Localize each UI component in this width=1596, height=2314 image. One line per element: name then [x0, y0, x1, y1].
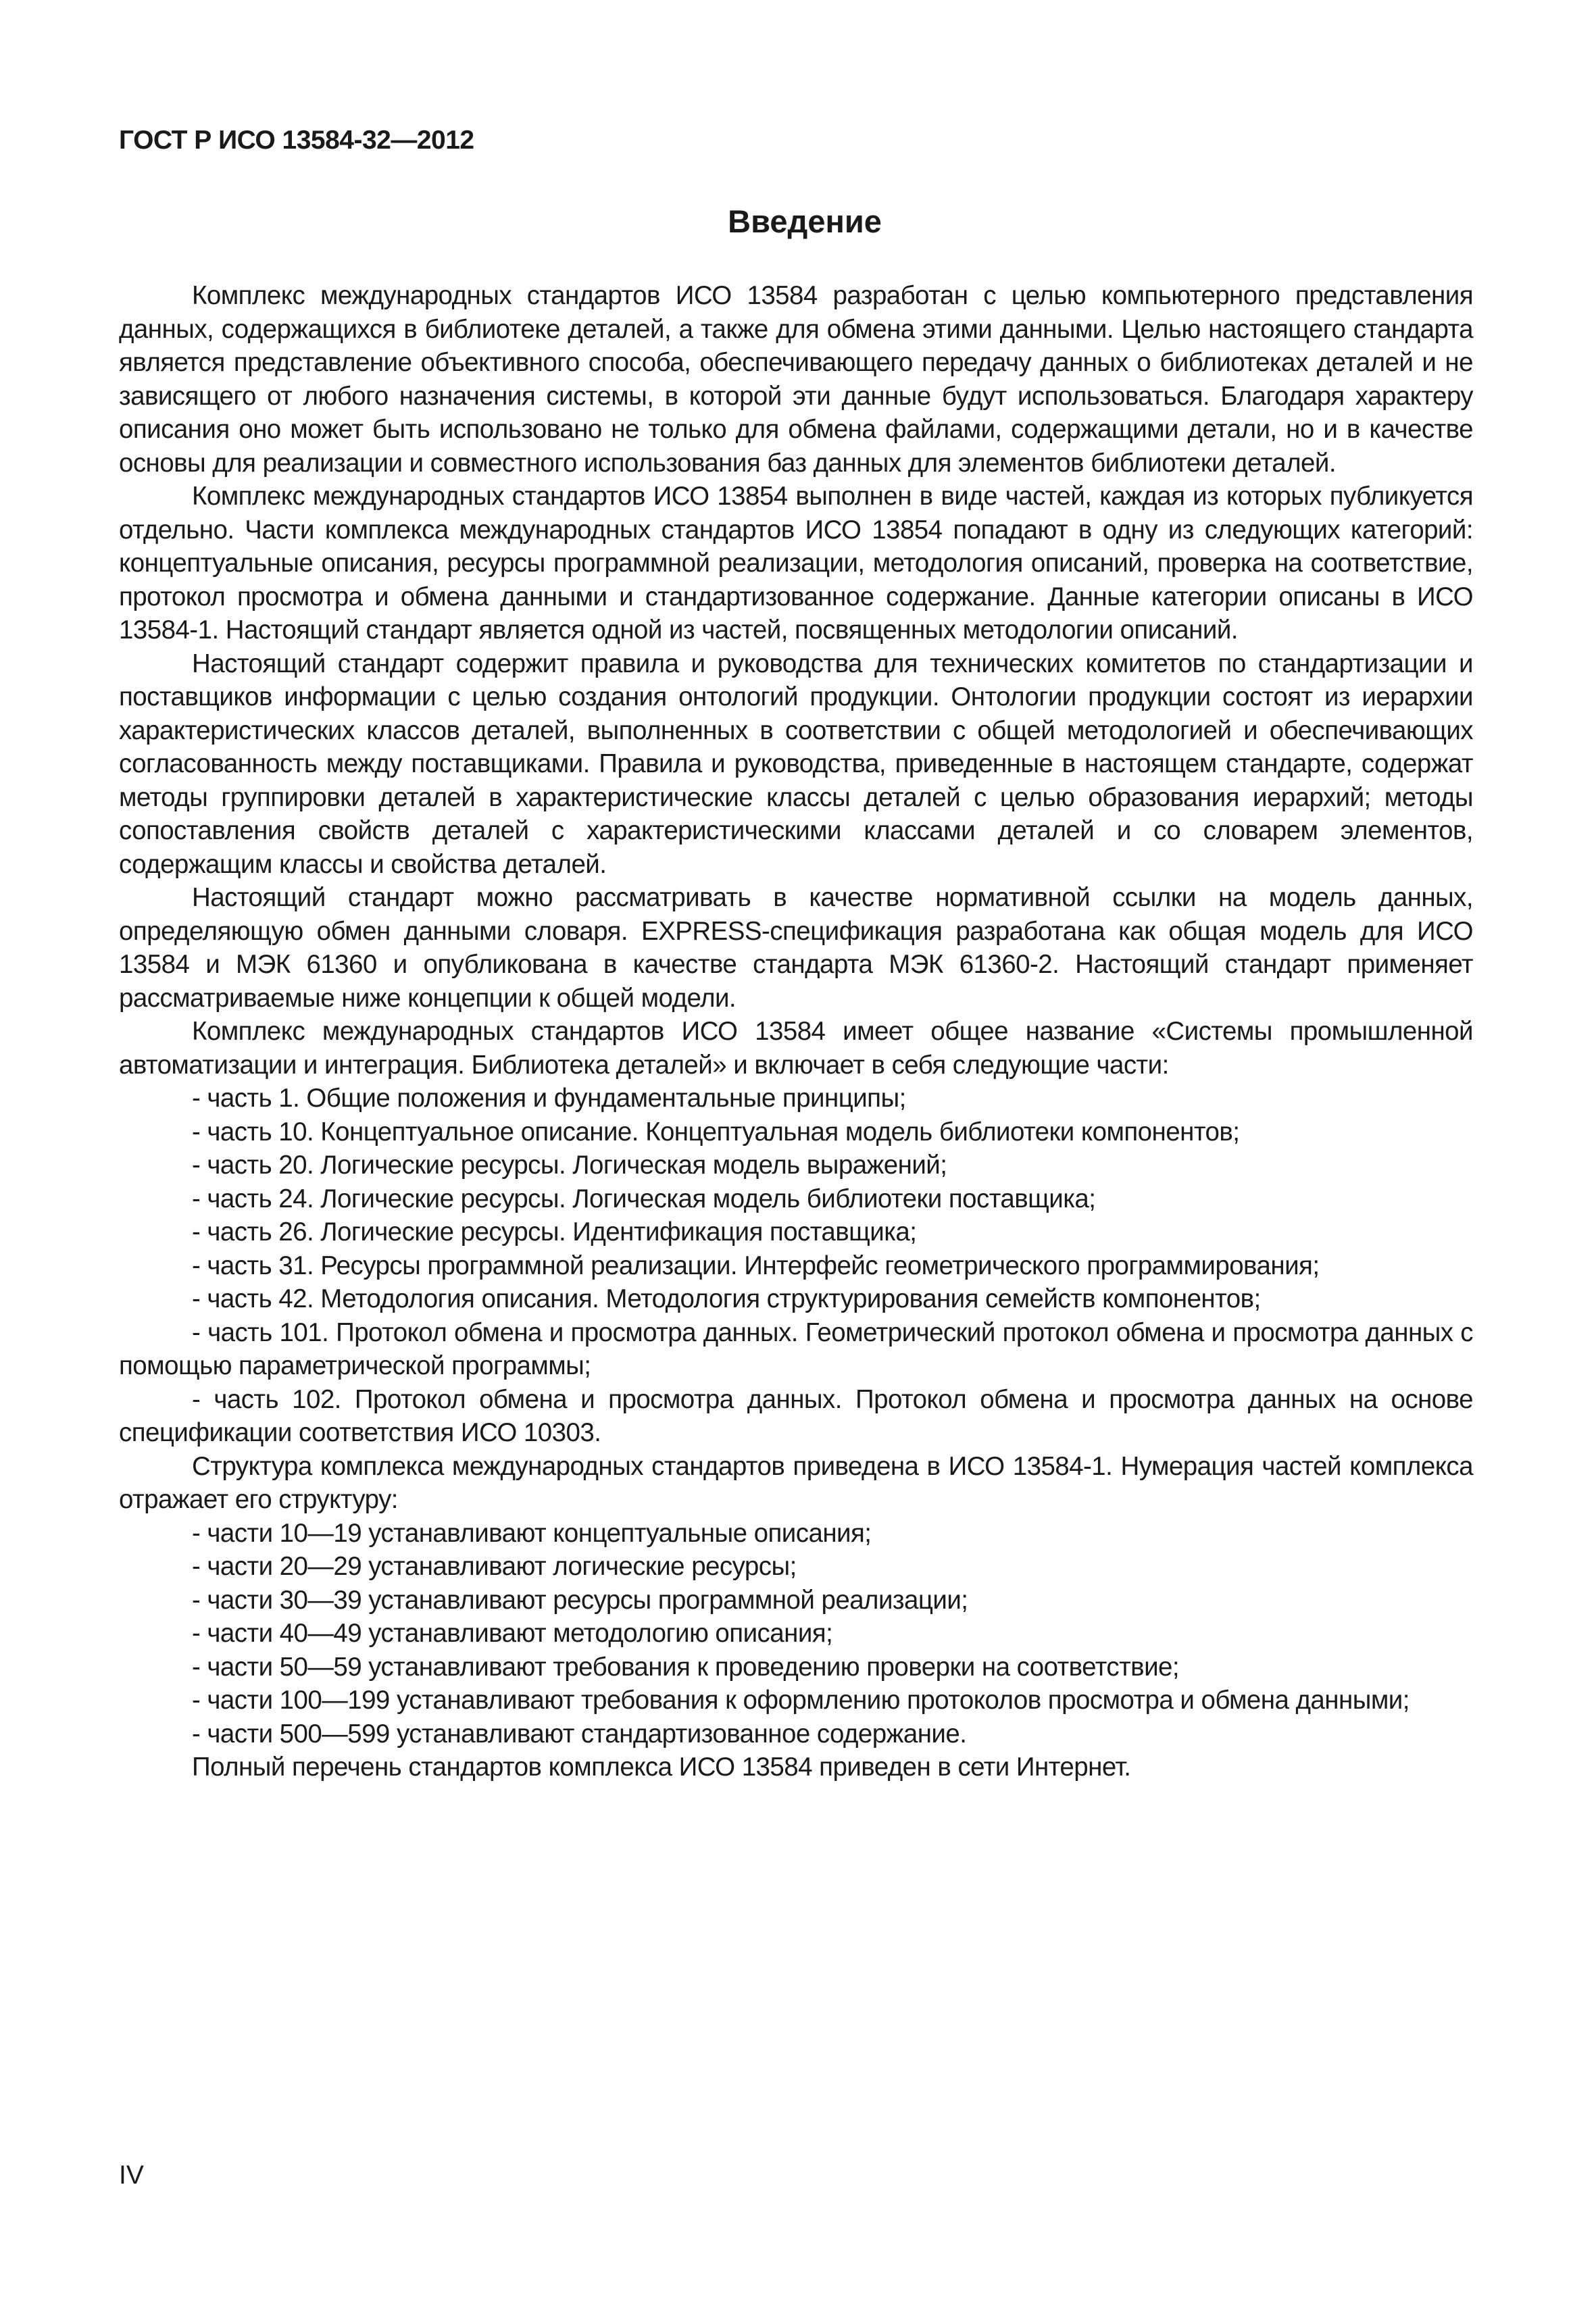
list-item-part: - часть 31. Ресурсы программной реализации. Интерфейс геометрического программирования; [192, 1251, 1320, 1280]
paragraph-closing: Полный перечень стандартов комплекса ИСО 13584 приведен в сети Интернет. [192, 1753, 1131, 1782]
document-code-header: ГОСТ Р ИСО 13584-32—2012 [119, 126, 474, 155]
paragraph-series-title: Комплекс международных стандартов ИСО 13584 имеет общее название «Системы промышленной автоматизации и интеграция. Библиотека деталей» и включает в себя следующие части: [119, 1017, 1473, 1080]
list-item-part: - часть 102. Протокол обмена и просмотра данных. Протокол обмена и просмотра данных на основе спецификации соответствия ИСО 10303. [119, 1384, 1473, 1447]
paragraph-normative-reference: Настоящий стандарт можно рассматривать в качестве нормативной ссылки на модель данных, определяющую обмен данными словаря. EXPRESS-спецификация разработана как общая модель для ИСО 13584 и МЭК 61360 и опубликована в качестве стандарта МЭК 61360-2. Настоящий стандарт применяет рассматриваемые ниже концепции к общей модели. [119, 883, 1473, 1013]
paragraph-parts-structure: Комплекс международных стандартов ИСО 13854 выполнен в виде частей, каждая из которых публикуется отдельно. Части комплекса международных стандартов ИСО 13854 попадают в одну из следующих категорий: концептуальные описания, ресурсы программной реализации, методология описаний, проверка на соответствие, протокол просмотра и обмена данными и стандартизованное содержание. Данные категории описаны в ИСО 13584-1. Настоящий стандарт является одной из частей, посвященных методологии описаний. [119, 482, 1473, 645]
list-item-structure: - части 30—39 устанавливают ресурсы программной реализации; [192, 1585, 968, 1615]
list-item-structure: - части 50—59 устанавливают требования к проведению проверки на соответствие; [192, 1652, 1180, 1682]
list-item-part: - часть 1. Общие положения и фундаментальные принципы; [192, 1084, 906, 1113]
list-item-structure: - части 40—49 устанавливают методологию описания; [192, 1619, 833, 1648]
paragraph-numbering-intro: Структура комплекса международных стандартов приведена в ИСО 13584-1. Нумерация частей комплекса отражает его структуру: [119, 1451, 1473, 1514]
body-text [119, 279, 1473, 1784]
paragraph-purpose: Комплекс международных стандартов ИСО 13584 разработан с целью компьютерного представления данных, содержащихся в библиотеке деталей, а также для обмена этими данными. Целью настоящего стандарта является представление объективного способа, обеспечивающего передачу данных о библиотеках деталей и не зависящего от любого назначения системы, в которой эти данные будут использоваться. Благодаря характеру описания оно может быть использовано не только для обмена файлами, содержащими детали, но и в качестве основы для реализации и совместного использования баз данных для элементов библиотеки деталей. [119, 281, 1473, 478]
list-item-part: - часть 101. Протокол обмена и просмотра данных. Геометрический протокол обмена и просмотра данных с помощью параметрической программы; [119, 1317, 1473, 1380]
list-item-part: - часть 42. Методология описания. Методология структурирования семейств компонентов; [192, 1284, 1261, 1313]
list-item-structure: - части 500—599 устанавливают стандартизованное содержание. [192, 1719, 967, 1749]
list-item-part: - часть 20. Логические ресурсы. Логическая модель выражений; [192, 1151, 947, 1180]
list-item-structure: - части 20—29 устанавливают логические ресурсы; [192, 1552, 797, 1581]
list-item-part: - часть 24. Логические ресурсы. Логическая модель библиотеки поставщика; [192, 1184, 1096, 1213]
paragraph-scope: Настоящий стандарт содержит правила и руководства для технических комитетов по стандартизации и поставщиков информации с целью создания онтологий продукции. Онтологии продукции состоят из иерархии характеристических классов деталей, выполненных в соответствии с общей методологией и обеспечивающих согласованность между поставщиками. Правила и руководства, приведенные в настоящем стандарте, содержат методы группировки деталей в характеристические классы деталей с целью образования иерархий; методы сопоставления свойств деталей с характеристическими классами деталей и со словарем элементов, содержащим классы и свойства деталей. [119, 649, 1473, 879]
list-item-part: - часть 10. Концептуальное описание. Концептуальная модель библиотеки компонентов; [192, 1117, 1240, 1147]
list-item-structure: - части 10—19 устанавливают концептуальные описания; [192, 1518, 872, 1548]
list-item-structure: - части 100—199 устанавливают требования к оформлению протоколов просмотра и обмена данными; [192, 1686, 1410, 1715]
page-number: IV [119, 2161, 144, 2190]
section-title: Введение [728, 203, 882, 239]
list-item-part: - часть 26. Логические ресурсы. Идентификация поставщика; [192, 1217, 917, 1247]
